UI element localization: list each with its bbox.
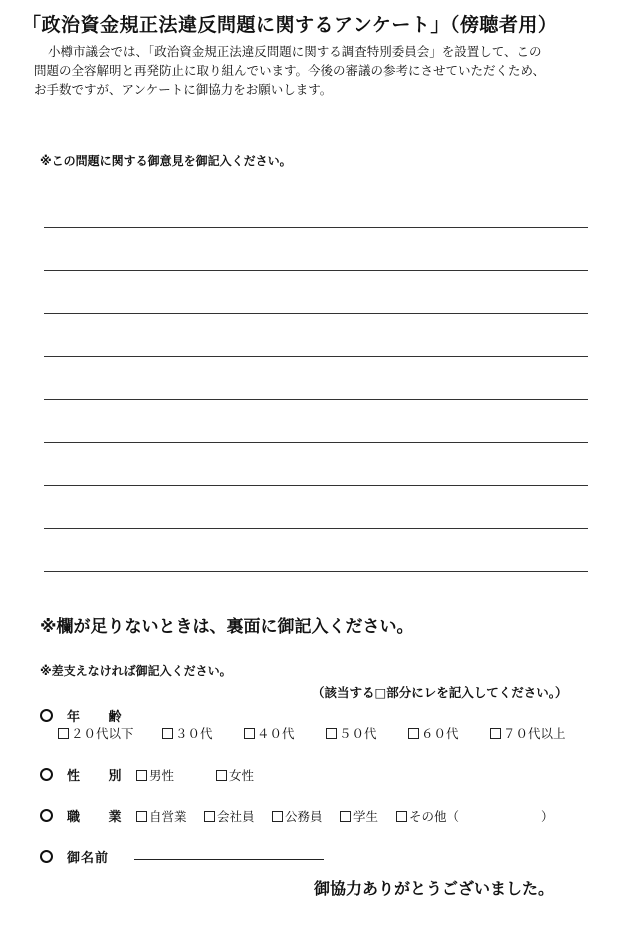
thanks-message: 御協力ありがとうございました。	[314, 879, 555, 898]
age-option[interactable]: ２０代以下	[58, 724, 134, 742]
age-option[interactable]: ４０代	[244, 724, 295, 742]
age-option[interactable]: ７０代以上	[490, 724, 566, 742]
intro-line-2: 問題の全容解明と再発防止に取り組んでいます。今後の審議の参考にさせていただくため、	[34, 63, 546, 78]
intro-line-3: お手数ですが、アンケートに御協力をお願いします。	[34, 82, 333, 97]
occupation-label	[40, 806, 134, 825]
intro-line-1: 小樽市議会では、「政治資金規正法違反問題に関する調査特別委員会」を設置して、この	[48, 44, 542, 59]
checkbox-icon[interactable]	[162, 728, 173, 739]
writing-line[interactable]	[44, 185, 588, 228]
opinion-prompt: ※この問題に関する御意見を御記入ください。	[40, 154, 292, 168]
optional-prompt: ※差支えなければ御記入ください。	[40, 664, 232, 678]
checkbox-icon[interactable]	[326, 728, 337, 739]
age-option[interactable]: ６０代	[408, 724, 459, 742]
opinion-writing-area[interactable]	[44, 185, 588, 572]
checkbox-icon[interactable]	[490, 728, 501, 739]
writing-line[interactable]	[44, 271, 588, 314]
checkbox-icon[interactable]	[216, 770, 227, 781]
name-label-text: 御名前	[67, 851, 110, 866]
writing-line[interactable]	[44, 314, 588, 357]
checkbox-icon[interactable]	[58, 728, 69, 739]
writing-line[interactable]	[44, 228, 588, 271]
circle-bullet-icon	[40, 809, 53, 822]
checkbox-icon[interactable]	[340, 811, 351, 822]
name-label	[40, 847, 109, 866]
occupation-option[interactable]: 公務員	[272, 807, 323, 825]
checkbox-icon[interactable]	[408, 728, 419, 739]
circle-bullet-icon	[40, 709, 53, 722]
writing-line[interactable]	[44, 486, 588, 529]
gender-label-text: 性 別	[67, 769, 134, 784]
occupation-option[interactable]: 自営業	[136, 807, 187, 825]
gender-label	[40, 765, 134, 784]
checkbox-icon[interactable]	[396, 811, 407, 822]
age-option[interactable]: ５０代	[326, 724, 377, 742]
checkbox-icon[interactable]	[244, 728, 255, 739]
writing-line[interactable]	[44, 529, 588, 572]
gender-option[interactable]: 男性	[136, 766, 174, 784]
checkbox-icon[interactable]	[136, 770, 147, 781]
circle-bullet-icon	[40, 768, 53, 781]
circle-bullet-icon	[40, 850, 53, 863]
intro-paragraph	[34, 42, 618, 99]
checkbox-icon[interactable]	[204, 811, 215, 822]
occupation-option-other[interactable]: その他（ ）	[396, 807, 554, 825]
occupation-option[interactable]: 会社員	[204, 807, 255, 825]
checkbox-icon[interactable]	[136, 811, 147, 822]
writing-line[interactable]	[44, 443, 588, 486]
writing-line[interactable]	[44, 357, 588, 400]
age-label	[40, 706, 134, 725]
name-field[interactable]	[134, 859, 324, 860]
occupation-option[interactable]: 学生	[340, 807, 378, 825]
overflow-note: ※欄が足りないときは、裏面に御記入ください。	[40, 617, 414, 637]
gender-option[interactable]: 女性	[216, 766, 254, 784]
check-instruction: （該当する□部分にレを記入してください。）	[312, 685, 568, 700]
occupation-label-text: 職 業	[67, 810, 134, 825]
writing-line[interactable]	[44, 400, 588, 443]
age-label-text: 年 齢	[67, 710, 134, 725]
checkbox-icon[interactable]	[272, 811, 283, 822]
document-title: 「政治資金規正法違反問題に関するアンケート」（傍聴者用）	[22, 14, 558, 36]
age-option[interactable]: ３０代	[162, 724, 213, 742]
